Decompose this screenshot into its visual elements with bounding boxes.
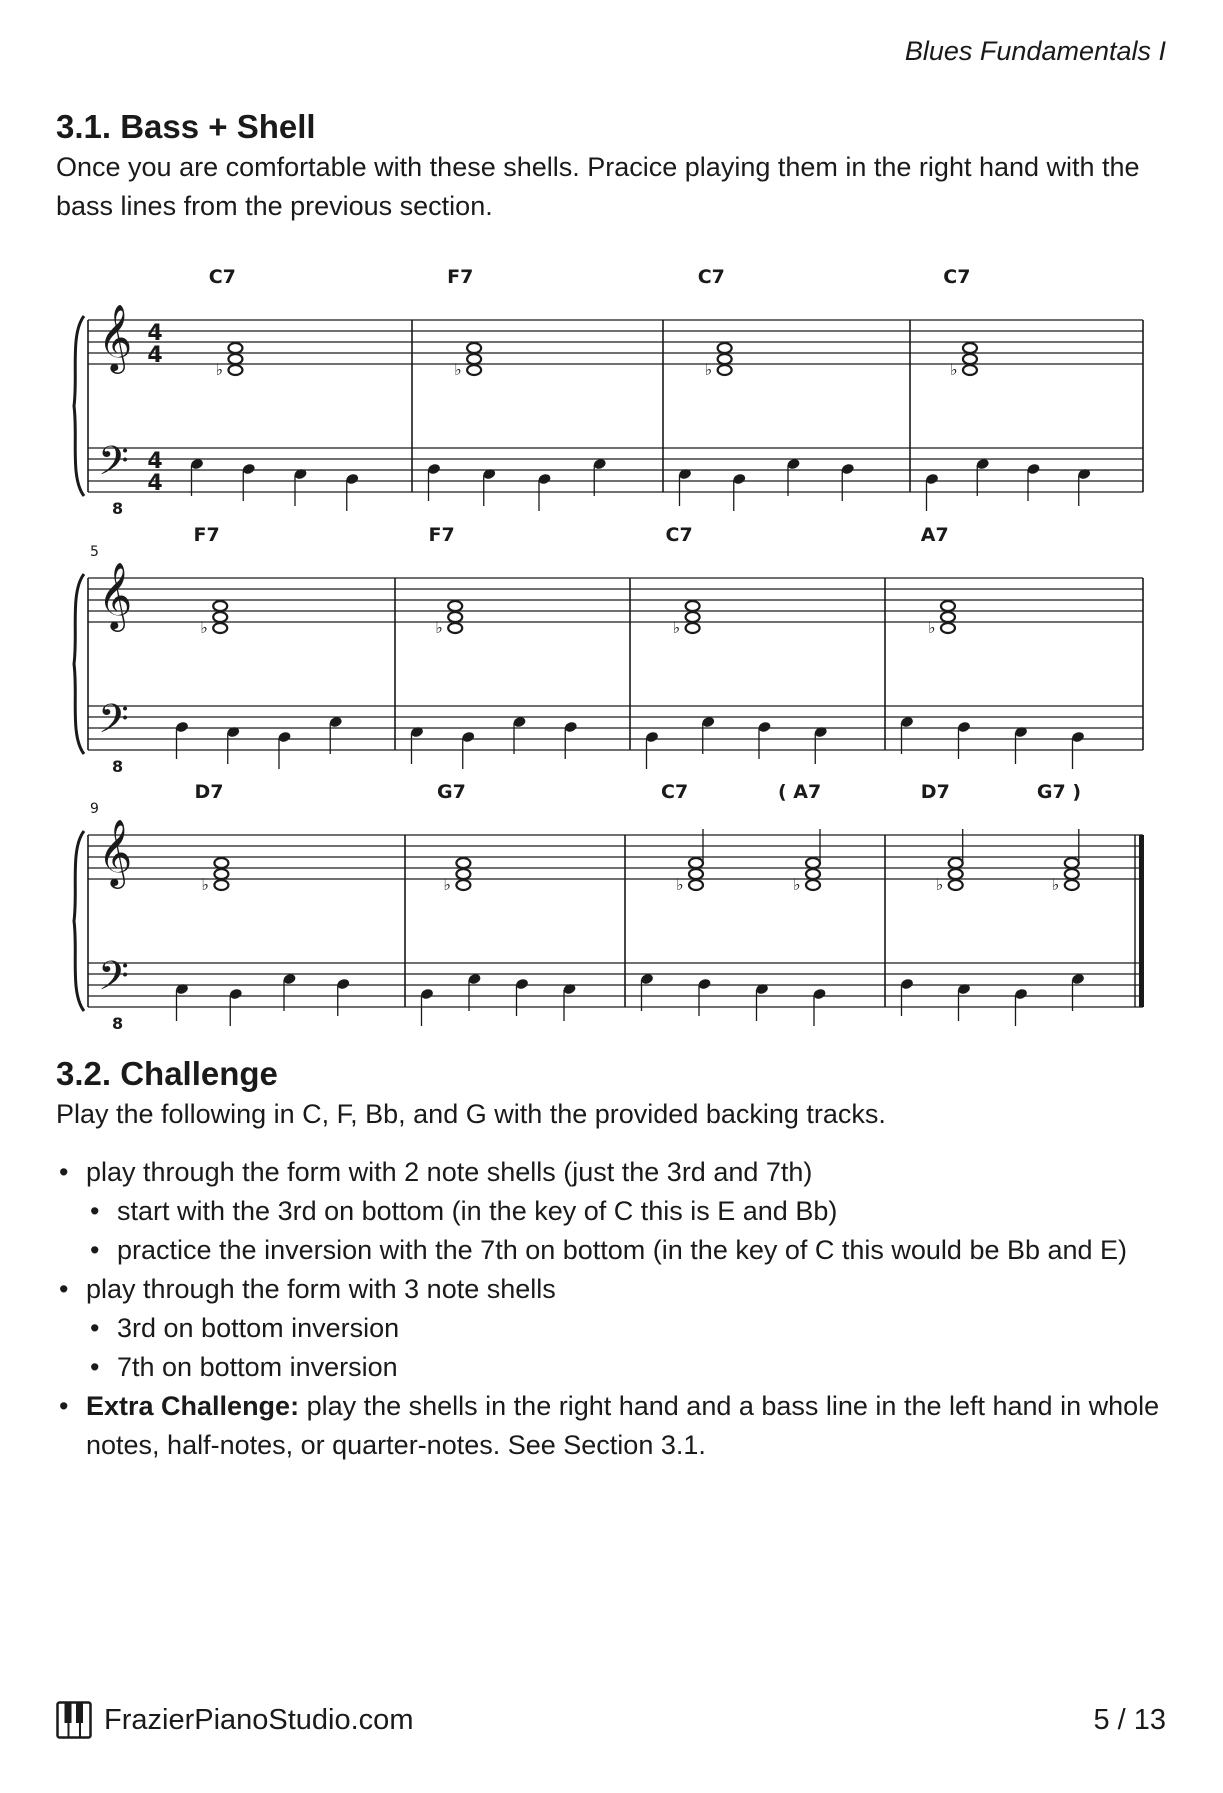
section-heading-bass-shell: 3.1. Bass + Shell — [56, 108, 316, 145]
chord-note-head — [467, 365, 481, 375]
list-item — [86, 1192, 1166, 1231]
octave-marker: 8 — [112, 757, 124, 776]
list-item-text: practice the inversion with the 7th on bottom (in the key of C this would be Bb and E) — [117, 1235, 1128, 1265]
time-signature-bottom: 4 — [147, 471, 163, 496]
extra-challenge-text: play the shells in the right hand and a bass line in the left hand in whole notes, half-notes, or quarter-notes. See Section 3.1. — [86, 1391, 1160, 1460]
accidental: ♭ — [935, 875, 944, 894]
list-item-text: play through the form with 2 note shells (just the 3rd and 7th) — [86, 1157, 813, 1187]
chord-symbol: G7 — [437, 781, 466, 803]
chord-symbol: F7 — [193, 524, 220, 546]
chord-note-head — [213, 601, 227, 611]
list-item — [86, 1231, 1166, 1270]
chord-note-head — [228, 365, 242, 375]
chord-note-head — [806, 880, 820, 890]
brace — [74, 316, 84, 496]
time-signature-bottom: 4 — [147, 343, 163, 368]
chord-note-head — [963, 354, 977, 364]
list-item-text: 7th on bottom inversion — [117, 1352, 398, 1382]
chord-symbol: C7 — [943, 266, 971, 288]
chord-note-head — [214, 869, 228, 879]
chord-note-head — [467, 354, 481, 364]
chord-symbol: ( A7 — [778, 781, 822, 803]
chord-note-head — [228, 354, 242, 364]
chord-symbol: C7 — [697, 266, 725, 288]
list-item — [56, 1153, 1166, 1270]
challenge-list — [56, 1153, 1166, 1465]
chord-note-head — [963, 365, 977, 375]
accidental: ♭ — [704, 360, 713, 379]
brace — [74, 831, 84, 1011]
chord-note-head — [806, 869, 820, 879]
chord-note-head — [456, 869, 470, 879]
chord-symbol: A7 — [920, 524, 949, 546]
chord-note-head — [718, 354, 732, 364]
piano-logo-icon — [56, 1701, 92, 1739]
running-header-title: Blues Fundamentals I — [904, 36, 1166, 66]
accidental: ♭ — [215, 360, 223, 379]
chord-note-head — [718, 343, 732, 353]
accidental: ♭ — [443, 875, 451, 894]
time-signature-top: 4 — [147, 449, 163, 474]
chord-symbol: C7 — [208, 266, 236, 288]
chord-note-head — [686, 612, 700, 622]
chord-symbol: C7 — [661, 781, 689, 803]
chord-note-head — [467, 343, 481, 353]
octave-marker: 8 — [112, 1014, 124, 1033]
chord-symbol: G7 ) — [1036, 781, 1082, 803]
chord-note-head — [1065, 858, 1079, 868]
chord-symbol: C7 — [665, 524, 693, 546]
bass-clef-icon: 𝄢 — [98, 696, 129, 752]
measure-number: 9 — [90, 801, 99, 817]
accidental: ♭ — [793, 875, 801, 894]
score-system — [74, 266, 1143, 518]
accidental: ♭ — [454, 360, 462, 379]
list-item — [56, 1387, 1166, 1465]
footer-website: FrazierPianoStudio.com — [104, 1704, 414, 1736]
chord-note-head — [214, 858, 228, 868]
accidental: ♭ — [676, 875, 684, 894]
accidental: ♭ — [200, 618, 208, 637]
chord-note-head — [949, 858, 963, 868]
chord-note-head — [213, 612, 227, 622]
chord-note-head — [686, 623, 700, 633]
chord-note-head — [941, 612, 955, 622]
chord-note-head — [689, 858, 703, 868]
chord-note-head — [1065, 880, 1079, 890]
chord-note-head — [214, 880, 228, 890]
accidental: ♭ — [927, 618, 936, 637]
extra-challenge-label: Extra Challenge: — [86, 1391, 300, 1421]
measure-number: 5 — [90, 544, 99, 560]
chord-note-head — [686, 601, 700, 611]
list-item — [86, 1309, 1166, 1348]
treble-clef-icon: 𝄞 — [98, 561, 133, 629]
chord-note-head — [718, 365, 732, 375]
chord-note-head — [448, 601, 462, 611]
accidental: ♭ — [949, 360, 958, 379]
treble-clef-icon: 𝄞 — [98, 818, 133, 886]
chord-symbol: D7 — [920, 781, 950, 803]
list-item — [86, 1348, 1166, 1387]
section-intro-bass-shell: Once you are comfortable with these shells. Pracice playing them in the right hand with the bass lines from the previous section. — [56, 152, 1140, 221]
score-system — [74, 781, 1144, 1033]
accidental: ♭ — [435, 618, 443, 637]
chord-note-head — [456, 858, 470, 868]
chord-note-head — [941, 601, 955, 611]
chord-symbol: D7 — [194, 781, 224, 803]
chord-note-head — [448, 612, 462, 622]
octave-marker: 8 — [112, 499, 124, 518]
chord-note-head — [949, 880, 963, 890]
chord-symbol: F7 — [428, 524, 455, 546]
chord-note-head — [1065, 869, 1079, 879]
chord-note-head — [963, 343, 977, 353]
list-item — [56, 1270, 1166, 1387]
chord-note-head — [228, 343, 242, 353]
chord-note-head — [949, 869, 963, 879]
chord-note-head — [456, 880, 470, 890]
bass-clef-icon: 𝄢 — [98, 438, 129, 494]
score-system — [74, 524, 1143, 776]
section-heading-challenge: 3.2. Challenge — [56, 1055, 278, 1092]
chord-note-head — [941, 623, 955, 633]
chord-note-head — [448, 623, 462, 633]
chord-note-head — [213, 623, 227, 633]
accidental: ♭ — [672, 618, 681, 637]
brace — [74, 574, 84, 754]
chord-note-head — [689, 880, 703, 890]
chord-symbol: F7 — [447, 266, 474, 288]
list-item-text: 3rd on bottom inversion — [117, 1313, 400, 1343]
bass-clef-icon: 𝄢 — [98, 953, 129, 1009]
page-number: 5 / 13 — [1093, 1704, 1166, 1736]
chord-note-head — [689, 869, 703, 879]
final-barline — [1139, 835, 1144, 1007]
list-item-text: start with the 3rd on bottom (in the key of C this is E and Bb) — [117, 1196, 838, 1226]
accidental: ♭ — [201, 875, 209, 894]
time-signature-top: 4 — [147, 321, 163, 346]
treble-clef-icon: 𝄞 — [98, 303, 133, 371]
list-item-text: play through the form with 3 note shells — [86, 1274, 556, 1304]
accidental: ♭ — [1051, 875, 1060, 894]
section-intro-challenge: Play the following in C, F, Bb, and G with the provided backing tracks. — [56, 1099, 886, 1129]
chord-note-head — [806, 858, 820, 868]
